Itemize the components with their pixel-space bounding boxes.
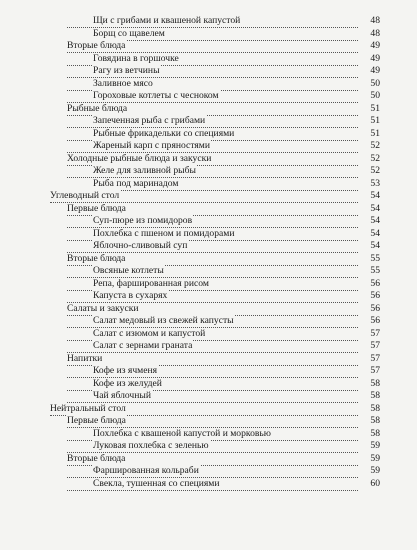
toc-entry-page: 58 xyxy=(370,390,380,401)
toc-entry xyxy=(0,215,417,228)
toc-entry xyxy=(0,153,417,166)
toc-entry-page: 58 xyxy=(370,402,380,414)
toc-entry-title: Запеченная рыба с грибами xyxy=(93,115,206,126)
toc-leader xyxy=(67,365,358,378)
toc-leader xyxy=(67,290,358,303)
toc-entry xyxy=(0,340,417,353)
toc-entry-page: 57 xyxy=(370,365,380,376)
toc-entry-page: 57 xyxy=(370,340,380,351)
toc-entry xyxy=(0,190,417,203)
toc-leader xyxy=(67,215,358,228)
toc-entry xyxy=(0,265,417,278)
toc-leader xyxy=(67,78,358,91)
toc-entry xyxy=(0,390,417,403)
toc-entry-title: Салаты и закуски xyxy=(67,302,139,314)
toc-entry-title: Нейтральный стол xyxy=(50,402,126,414)
toc-entry-title: Углеводный стол xyxy=(50,190,120,201)
toc-entry-page: 56 xyxy=(370,277,380,289)
toc-entry-page: 54 xyxy=(370,190,380,201)
toc-entry xyxy=(0,365,417,378)
toc-entry-title: Фаршированная кольраби xyxy=(93,465,199,476)
toc-entry-title: Суп-пюре из помидоров xyxy=(93,215,193,226)
toc-leader xyxy=(67,128,358,141)
toc-leader xyxy=(67,253,358,266)
toc-entry-title: Напитки xyxy=(67,352,103,364)
toc-entry xyxy=(0,103,417,116)
toc-leader xyxy=(67,178,358,191)
toc-entry xyxy=(0,240,417,253)
toc-entry-title: Луковая похлебка с зеленью xyxy=(93,440,209,451)
toc-entry-page: 51 xyxy=(370,102,380,114)
toc-leader xyxy=(67,203,358,216)
toc-leader xyxy=(67,378,358,391)
toc-entry xyxy=(0,328,417,341)
toc-entry xyxy=(0,203,417,216)
toc-entry-page: 57 xyxy=(370,327,380,339)
toc-entry xyxy=(0,115,417,128)
toc-entry-page: 54 xyxy=(370,227,380,239)
toc-leader xyxy=(67,40,358,53)
toc-entry-page: 52 xyxy=(370,165,380,176)
toc-entry-page: 50 xyxy=(370,90,380,101)
toc-entry-title: Капуста в сухарях xyxy=(93,290,168,301)
toc-entry xyxy=(0,440,417,453)
toc-entry-page: 54 xyxy=(370,215,380,226)
toc-entry-page: 58 xyxy=(370,415,380,426)
toc-entry-title: Салат с зернами граната xyxy=(93,340,193,351)
toc-entry-title: Кофе из ячменя xyxy=(93,365,158,376)
toc-entry xyxy=(0,228,417,241)
toc-entry-title: Вторые блюда xyxy=(67,40,126,51)
toc-leader xyxy=(67,278,358,291)
toc-entry-title: Гороховые котлеты с чесноком xyxy=(93,90,219,101)
toc-entry-title: Желе для заливной рыбы xyxy=(93,165,196,176)
toc-leader xyxy=(67,165,358,178)
toc-entry-page: 58 xyxy=(370,427,380,439)
toc-entry xyxy=(0,303,417,316)
toc-entry xyxy=(0,428,417,441)
toc-entry xyxy=(0,15,417,28)
toc-entry-page: 58 xyxy=(370,377,380,389)
toc-entry-title: Рыбные фрикадельки со специями xyxy=(93,127,235,139)
toc-entry xyxy=(0,478,417,491)
toc-leader xyxy=(67,415,358,428)
toc-leader xyxy=(67,153,358,166)
toc-entry xyxy=(0,40,417,53)
toc-leader xyxy=(67,340,358,353)
table-of-contents xyxy=(0,15,417,490)
toc-entry xyxy=(0,253,417,266)
toc-leader xyxy=(67,103,358,116)
toc-entry xyxy=(0,403,417,416)
toc-entry xyxy=(0,278,417,291)
toc-entry-page: 55 xyxy=(370,252,380,264)
toc-entry-title: Кофе из желудей xyxy=(93,377,162,389)
toc-entry-title: Салат с изюмом и капустой xyxy=(93,327,206,339)
toc-entry-title: Рагу из ветчины xyxy=(93,65,160,76)
toc-entry xyxy=(0,378,417,391)
toc-entry xyxy=(0,65,417,78)
toc-entry-title: Вторые блюда xyxy=(67,252,126,264)
toc-leader xyxy=(67,390,358,403)
toc-entry-page: 56 xyxy=(370,302,380,314)
toc-entry-page: 59 xyxy=(370,452,380,464)
toc-entry-page: 48 xyxy=(370,27,380,39)
toc-entry-page: 55 xyxy=(370,265,380,276)
toc-entry xyxy=(0,465,417,478)
toc-entry-page: 51 xyxy=(370,115,380,126)
toc-entry-title: Заливное мясо xyxy=(93,77,153,89)
toc-entry-page: 49 xyxy=(370,65,380,76)
toc-entry-page: 48 xyxy=(370,15,380,26)
toc-entry-title: Жареный карп с пряностями xyxy=(93,140,210,151)
toc-leader xyxy=(67,315,358,328)
toc-entry xyxy=(0,453,417,466)
toc-entry-page: 52 xyxy=(370,152,380,164)
toc-leader xyxy=(67,15,358,28)
toc-entry xyxy=(0,53,417,66)
toc-entry-title: Холодные рыбные блюда и закуски xyxy=(67,152,212,164)
toc-entry xyxy=(0,140,417,153)
toc-leader xyxy=(67,140,358,153)
toc-entry-title: Яблочно-сливовый суп xyxy=(93,240,188,251)
toc-entry xyxy=(0,178,417,191)
toc-entry-page: 51 xyxy=(370,127,380,139)
toc-leader xyxy=(67,228,358,241)
toc-leader xyxy=(67,240,358,253)
toc-entry-title: Похлебка с квашеной капустой и морковью xyxy=(93,427,271,439)
toc-entry-title: Овсяные котлеты xyxy=(93,265,164,276)
toc-entry-title: Репа, фаршированная рисом xyxy=(93,277,209,289)
toc-entry-title: Первые блюда xyxy=(67,415,126,426)
toc-leader xyxy=(67,453,358,466)
toc-entry xyxy=(0,315,417,328)
toc-leader xyxy=(67,478,358,491)
toc-leader xyxy=(67,440,358,453)
toc-entry-page: 54 xyxy=(370,202,380,214)
toc-leader xyxy=(50,403,358,416)
toc-entry-title: Борщ со щавелем xyxy=(93,27,165,39)
toc-entry-title: Свекла, тушенная со специями xyxy=(93,477,220,489)
toc-entry-title: Похлебка с пшеном и помидорами xyxy=(93,227,235,239)
toc-leader xyxy=(67,65,358,78)
toc-entry-title: Салат медовый из свежей капусты xyxy=(93,315,234,326)
toc-leader xyxy=(50,190,358,203)
toc-leader xyxy=(67,265,358,278)
toc-entry-page: 49 xyxy=(370,40,380,51)
toc-leader xyxy=(67,90,358,103)
toc-entry-page: 57 xyxy=(370,352,380,364)
toc-entry-title: Рыба под маринадом xyxy=(93,177,179,189)
toc-entry xyxy=(0,415,417,428)
toc-entry xyxy=(0,165,417,178)
toc-leader xyxy=(67,53,358,66)
toc-entry-page: 50 xyxy=(370,77,380,89)
toc-entry xyxy=(0,90,417,103)
toc-entry-page: 56 xyxy=(370,315,380,326)
toc-entry xyxy=(0,78,417,91)
toc-entry xyxy=(0,28,417,41)
toc-leader xyxy=(67,303,358,316)
toc-leader xyxy=(67,115,358,128)
toc-leader xyxy=(67,465,358,478)
toc-entry-page: 52 xyxy=(370,140,380,151)
toc-leader xyxy=(67,428,358,441)
toc-entry-page: 49 xyxy=(370,52,380,64)
toc-entry xyxy=(0,290,417,303)
toc-entry-page: 53 xyxy=(370,177,380,189)
toc-leader xyxy=(67,28,358,41)
toc-entry-page: 56 xyxy=(370,290,380,301)
toc-entry-title: Вторые блюда xyxy=(67,452,126,464)
toc-entry-title: Щи с грибами и квашеной капустой xyxy=(93,15,241,26)
toc-entry xyxy=(0,128,417,141)
toc-entry-page: 60 xyxy=(370,477,380,489)
toc-entry-title: Рыбные блюда xyxy=(67,102,128,114)
toc-entry-title: Чай яблочный xyxy=(93,390,151,401)
toc-entry-page: 59 xyxy=(370,440,380,451)
toc-entry-page: 59 xyxy=(370,465,380,476)
toc-leader xyxy=(67,328,358,341)
toc-leader xyxy=(67,353,358,366)
toc-entry xyxy=(0,353,417,366)
toc-entry-page: 54 xyxy=(370,240,380,251)
toc-entry-title: Первые блюда xyxy=(67,202,126,214)
toc-entry-title: Говядина в горшочке xyxy=(93,52,179,64)
